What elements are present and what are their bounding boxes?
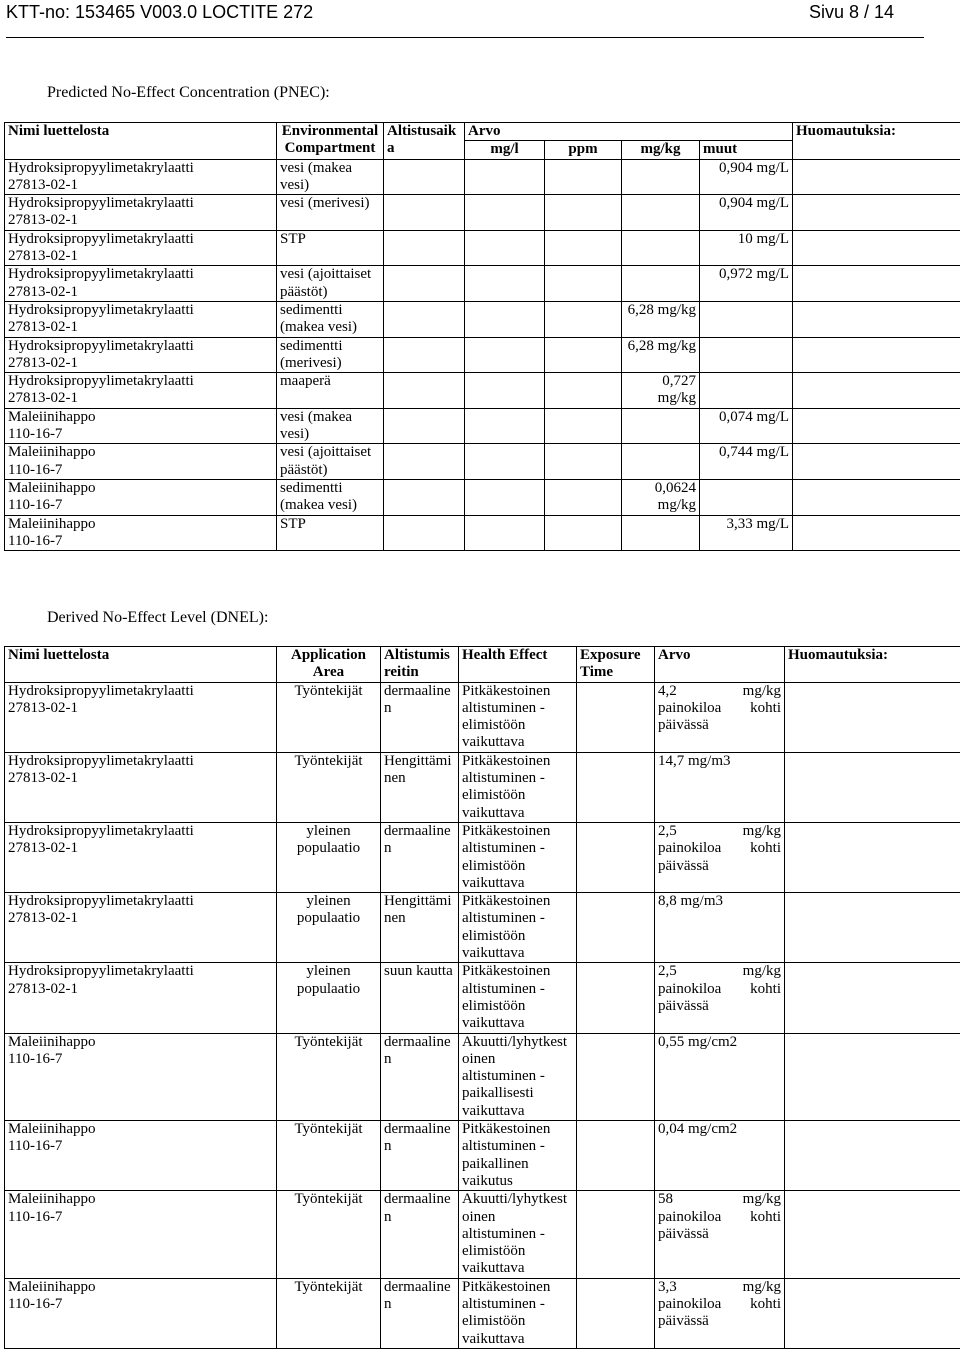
mgl-cell [465,479,545,515]
exposure-time-cell [384,195,465,231]
remarks-cell [793,444,960,480]
exposure-time-cell [384,230,465,266]
table-row [5,444,960,480]
exposure-time-cell [384,479,465,515]
dnel-col-name: Nimi luettelosta [5,647,277,683]
remarks-cell [785,1033,960,1120]
value-cell: 0,55 mg/cm2 [655,1033,785,1120]
exposure-time-cell [577,752,655,822]
pnec-header-row [5,123,960,141]
cas-number: 27813-02-1 [8,177,273,194]
value-cell: 14,7 mg/m3 [655,752,785,822]
pnec-substance-cell [5,230,277,266]
pnec-substance-cell [5,337,277,373]
table-row [5,1121,960,1191]
remarks-cell [785,822,960,892]
table-row [5,230,960,266]
substance-name: Maleiinihappo [8,1279,273,1296]
mgl-cell [465,195,545,231]
table-row [5,752,960,822]
substance-name: Hydroksipropyylimetakrylaatti [8,683,273,700]
pnec-substance-cell [5,373,277,409]
pnec-substance-cell [5,159,277,195]
exposure-time-cell [384,515,465,551]
compartment-cell: vesi (makea vesi) [277,408,384,444]
other-value-cell [700,373,793,409]
pnec-col-other: muut [700,141,793,159]
page-number: Sivu 8 / 14 [809,2,894,23]
remarks-cell [785,1191,960,1278]
pnec-substance-cell [5,444,277,480]
remarks-cell [793,515,960,551]
substance-name: Maleiinihappo [8,480,273,497]
table-row [5,893,960,963]
compartment-cell: vesi (ajoittaiset päästöt) [277,444,384,480]
dnel-table [4,646,960,1349]
mgl-cell [465,373,545,409]
remarks-cell [785,1278,960,1348]
mgkg-cell: 6,28 mg/kg [622,337,700,373]
value-cell: 2,5 mg/kg painokiloa kohti päivässä [655,963,785,1033]
substance-name: Hydroksipropyylimetakrylaatti [8,195,273,212]
remarks-cell [793,266,960,302]
other-value-cell: 0,744 mg/L [700,444,793,480]
mgl-cell [465,444,545,480]
exposure-time-cell [384,159,465,195]
table-row [5,515,960,551]
compartment-cell: sedimentti (makea vesi) [277,479,384,515]
mgkg-cell [622,230,700,266]
value-cell: 2,5 mg/kg painokiloa kohti päivässä [655,822,785,892]
application-area-cell: Työntekijät [277,752,381,822]
application-area-cell: Työntekijät [277,1278,381,1348]
cas-number: 110-16-7 [8,533,273,550]
health-effect-cell: Akuutti/lyhytkest oinen altistuminen - elimistöön vaikuttava [459,1191,577,1278]
ppm-cell [545,159,622,195]
mgkg-cell [622,266,700,302]
pnec-col-ppm: ppm [545,141,622,159]
pnec-col-mgkg: mg/kg [622,141,700,159]
compartment-cell: vesi (ajoittaiset päästöt) [277,266,384,302]
substance-name: Hydroksipropyylimetakrylaatti [8,373,273,390]
dnel-col-time: Exposure Time [577,647,655,683]
cas-number: 110-16-7 [8,497,273,514]
cas-number: 27813-02-1 [8,355,273,372]
cas-number: 27813-02-1 [8,284,273,301]
remarks-cell [793,408,960,444]
cas-number: 110-16-7 [8,1296,273,1313]
exposure-time-cell [577,822,655,892]
cas-number: 27813-02-1 [8,700,273,717]
exposure-time-cell [384,444,465,480]
table-row [5,159,960,195]
exposure-time-cell [577,682,655,752]
table-row [5,266,960,302]
exposure-time-cell [577,1121,655,1191]
mgl-cell [465,159,545,195]
substance-name: Maleiinihappo [8,1034,273,1051]
health-effect-cell: Pitkäkestoinen altistuminen - elimistöön vaikuttava [459,682,577,752]
substance-name: Hydroksipropyylimetakrylaatti [8,231,273,248]
pnec-substance-cell [5,301,277,337]
application-area-cell: Työntekijät [277,1191,381,1278]
pnec-col-value: Arvo [465,123,793,141]
exposure-route-cell: suun kautta [381,963,459,1033]
pnec-substance-cell [5,408,277,444]
application-area-cell: Työntekijät [277,1033,381,1120]
remarks-cell [793,195,960,231]
table-row [5,337,960,373]
dnel-substance-cell [5,1033,277,1120]
compartment-cell: maaperä [277,373,384,409]
cas-number: 27813-02-1 [8,981,273,998]
exposure-route-cell: dermaaline n [381,1121,459,1191]
mgl-cell [465,301,545,337]
mgkg-cell: 0,0624 mg/kg [622,479,700,515]
table-row [5,682,960,752]
other-value-cell: 0,904 mg/L [700,195,793,231]
header-rule [6,37,924,38]
dnel-substance-cell [5,963,277,1033]
cas-number: 27813-02-1 [8,910,273,927]
other-value-cell: 3,33 mg/L [700,515,793,551]
substance-name: Hydroksipropyylimetakrylaatti [8,893,273,910]
exposure-time-cell [384,337,465,373]
remarks-cell [785,963,960,1033]
remarks-cell [785,752,960,822]
mgkg-cell [622,408,700,444]
ppm-cell [545,195,622,231]
substance-name: Maleiinihappo [8,409,273,426]
ppm-cell [545,266,622,302]
dnel-col-remarks: Huomautuksia: [785,647,960,683]
mgl-cell [465,337,545,373]
other-value-cell [700,479,793,515]
other-value-cell [700,301,793,337]
compartment-cell: vesi (makea vesi) [277,159,384,195]
dnel-header-row [5,647,960,683]
compartment-cell: vesi (merivesi) [277,195,384,231]
mgl-cell [465,515,545,551]
value-cell: 58 mg/kg painokiloa kohti päivässä [655,1191,785,1278]
health-effect-cell: Pitkäkestoinen altistuminen - elimistöön vaikuttava [459,752,577,822]
application-area-cell: yleinen populaatio [277,893,381,963]
mgkg-cell: 6,28 mg/kg [622,301,700,337]
dnel-substance-cell [5,752,277,822]
ppm-cell [545,515,622,551]
exposure-time-cell [577,1033,655,1120]
dnel-col-area: Application Area [277,647,381,683]
ppm-cell [545,444,622,480]
compartment-cell: STP [277,515,384,551]
ppm-cell [545,230,622,266]
pnec-substance-cell [5,515,277,551]
dnel-substance-cell [5,893,277,963]
other-value-cell: 0,074 mg/L [700,408,793,444]
substance-name: Hydroksipropyylimetakrylaatti [8,160,273,177]
cas-number: 27813-02-1 [8,770,273,787]
exposure-time-cell [384,408,465,444]
ppm-cell [545,479,622,515]
dnel-col-route: Altistumis reitin [381,647,459,683]
other-value-cell [700,337,793,373]
dnel-substance-cell [5,682,277,752]
remarks-cell [793,337,960,373]
table-row [5,1033,960,1120]
health-effect-cell: Pitkäkestoinen altistuminen - elimistöön vaikuttava [459,1278,577,1348]
ppm-cell [545,337,622,373]
substance-name: Hydroksipropyylimetakrylaatti [8,302,273,319]
exposure-route-cell: Hengittämi nen [381,893,459,963]
mgl-cell [465,266,545,302]
exposure-route-cell: dermaaline n [381,822,459,892]
value-cell: 4,2 mg/kg painokiloa kohti päivässä [655,682,785,752]
substance-name: Maleiinihappo [8,1191,273,1208]
dnel-title: Derived No-Effect Level (DNEL): [47,609,268,627]
exposure-time-cell [384,373,465,409]
ppm-cell [545,301,622,337]
health-effect-cell: Pitkäkestoinen altistuminen - elimistöön vaikuttava [459,893,577,963]
exposure-route-cell: dermaaline n [381,1278,459,1348]
other-value-cell: 10 mg/L [700,230,793,266]
mgkg-cell [622,515,700,551]
health-effect-cell: Pitkäkestoinen altistuminen - elimistöön vaikuttava [459,822,577,892]
substance-name: Hydroksipropyylimetakrylaatti [8,338,273,355]
compartment-cell: STP [277,230,384,266]
exposure-time-cell [384,266,465,302]
compartment-cell: sedimentti (makea vesi) [277,301,384,337]
table-row [5,195,960,231]
table-row [5,963,960,1033]
cas-number: 27813-02-1 [8,390,273,407]
application-area-cell: yleinen populaatio [277,963,381,1033]
other-value-cell: 0,972 mg/L [700,266,793,302]
value-cell: 8,8 mg/m3 [655,893,785,963]
table-row [5,373,960,409]
page-header [6,0,954,30]
mgl-cell [465,230,545,266]
exposure-time-cell [577,963,655,1033]
dnel-substance-cell [5,1121,277,1191]
substance-name: Maleiinihappo [8,1121,273,1138]
ppm-cell [545,373,622,409]
exposure-route-cell: dermaaline n [381,1191,459,1278]
application-area-cell: Työntekijät [277,682,381,752]
substance-name: Maleiinihappo [8,516,273,533]
mgkg-cell [622,159,700,195]
table-row [5,822,960,892]
substance-name: Hydroksipropyylimetakrylaatti [8,266,273,283]
exposure-route-cell: dermaaline n [381,682,459,752]
cas-number: 110-16-7 [8,1138,273,1155]
application-area-cell: Työntekijät [277,1121,381,1191]
table-row [5,408,960,444]
health-effect-cell: Pitkäkestoinen altistuminen - elimistöön vaikuttava [459,963,577,1033]
exposure-time-cell [577,1191,655,1278]
value-cell: 3,3 mg/kg painokiloa kohti päivässä [655,1278,785,1348]
table-row [5,1191,960,1278]
pnec-col-compartment: Environmental Compartment [277,123,384,160]
cas-number: 110-16-7 [8,1051,273,1068]
table-row [5,479,960,515]
remarks-cell [785,682,960,752]
cas-number: 27813-02-1 [8,212,273,229]
exposure-time-cell [384,301,465,337]
dnel-col-effect: Health Effect [459,647,577,683]
remarks-cell [793,230,960,266]
remarks-cell [785,893,960,963]
document-id: KTT-no: 153465 V003.0 LOCTITE 272 [6,2,313,23]
table-row [5,301,960,337]
pnec-col-remarks: Huomautuksia: [793,123,960,160]
other-value-cell: 0,904 mg/L [700,159,793,195]
substance-name: Hydroksipropyylimetakrylaatti [8,823,273,840]
pnec-substance-cell [5,479,277,515]
health-effect-cell: Akuutti/lyhytkest oinen altistuminen - paikallisesti vaikuttava [459,1033,577,1120]
pnec-title: Predicted No-Effect Concentration (PNEC): [47,84,330,102]
remarks-cell [793,159,960,195]
table-row [5,1278,960,1348]
pnec-table [4,122,960,551]
ppm-cell [545,408,622,444]
mgkg-cell [622,195,700,231]
dnel-col-value: Arvo [655,647,785,683]
health-effect-cell: Pitkäkestoinen altistuminen - paikallinen vaikutus [459,1121,577,1191]
pnec-col-name: Nimi luettelosta [5,123,277,160]
mgkg-cell [622,444,700,480]
exposure-route-cell: Hengittämi nen [381,752,459,822]
pnec-col-mgl: mg/l [465,141,545,159]
mgkg-cell: 0,727 mg/kg [622,373,700,409]
value-cell: 0,04 mg/cm2 [655,1121,785,1191]
cas-number: 110-16-7 [8,1209,273,1226]
substance-name: Hydroksipropyylimetakrylaatti [8,963,273,980]
pnec-substance-cell [5,266,277,302]
pnec-col-time: Altistusaik a [384,123,465,160]
dnel-substance-cell [5,1191,277,1278]
cas-number: 110-16-7 [8,462,273,479]
compartment-cell: sedimentti (merivesi) [277,337,384,373]
remarks-cell [793,373,960,409]
cas-number: 110-16-7 [8,426,273,443]
dnel-substance-cell [5,822,277,892]
remarks-cell [793,479,960,515]
cas-number: 27813-02-1 [8,248,273,265]
exposure-route-cell: dermaaline n [381,1033,459,1120]
substance-name: Maleiinihappo [8,444,273,461]
pnec-substance-cell [5,195,277,231]
mgl-cell [465,408,545,444]
exposure-time-cell [577,893,655,963]
cas-number: 27813-02-1 [8,840,273,857]
substance-name: Hydroksipropyylimetakrylaatti [8,753,273,770]
exposure-time-cell [577,1278,655,1348]
application-area-cell: yleinen populaatio [277,822,381,892]
remarks-cell [785,1121,960,1191]
cas-number: 27813-02-1 [8,319,273,336]
dnel-substance-cell [5,1278,277,1348]
remarks-cell [793,301,960,337]
